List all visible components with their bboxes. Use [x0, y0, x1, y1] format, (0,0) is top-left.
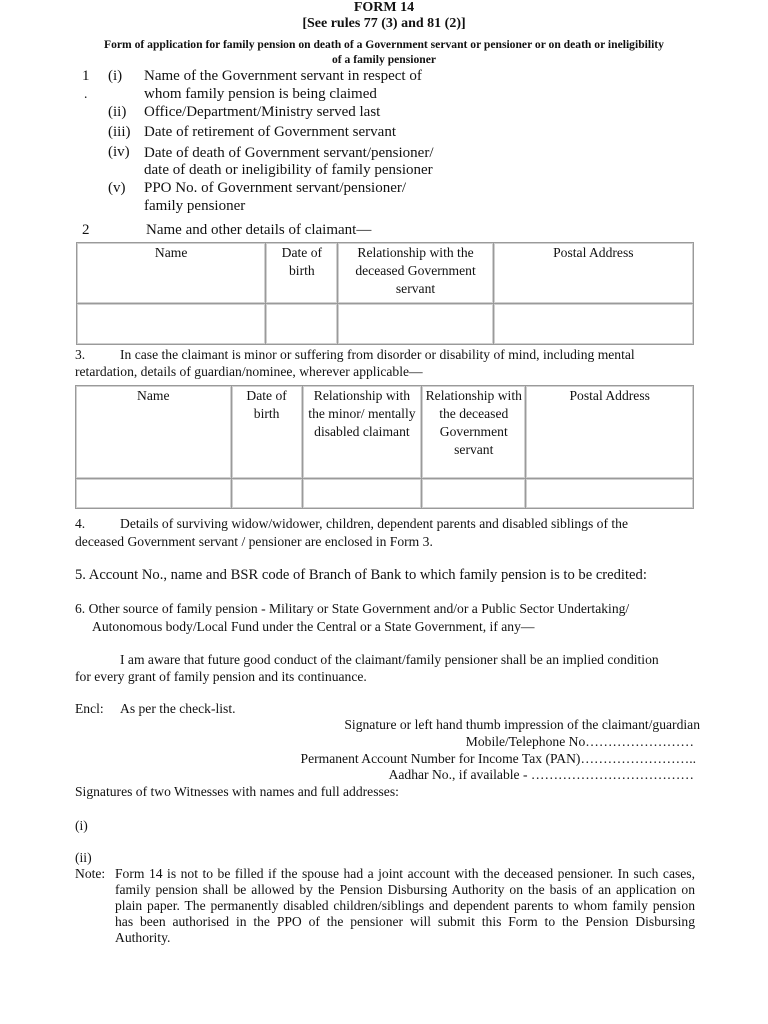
- item-4-number: 4.: [75, 516, 86, 531]
- enclosure-label: Encl:: [75, 701, 104, 716]
- item-1-roman-iii: (iii): [108, 124, 131, 140]
- declaration-line1: I am aware that future good conduct of the claimant/family pensioner shall be an implied condition: [120, 652, 659, 667]
- item-1-i-text-line2: whom family pension is being claimed: [144, 86, 377, 102]
- item-1-v-text-line2: family pensioner: [144, 198, 246, 214]
- guardian-col-relationship-deceased: Relationship with the deceased Government servant: [422, 386, 526, 479]
- declaration-line2: for every grant of family pension and its continuance.: [75, 669, 367, 684]
- claimant-col-postal-address: Postal Address: [493, 243, 693, 304]
- item-2-number: 2: [82, 222, 90, 238]
- note-text: Form 14 is not to be filled if the spouse had a joint account with the deceased pensioner. In such cases, family pension shall be allowed by the Pension Disbursing Authority on the basis of an application on plain paper. The permanently disabled children/siblings and dependent parents to whom family pension has been authorised in the PPO of the pensioner will submit this Form to the Pension Disbursing Authority.: [115, 866, 695, 945]
- guardian-col-dob: Date of birth: [231, 386, 302, 479]
- claimant-name-cell[interactable]: [77, 304, 266, 345]
- item-1-roman-i: (i): [108, 68, 123, 84]
- witnesses-label: Signatures of two Witnesses with names and full addresses:: [75, 784, 399, 799]
- pan-field: Permanent Account Number for Income Tax (PAN)……………………..: [300, 751, 696, 766]
- item-6-line2: Autonomous body/Local Fund under the Central or a State Government, if any—: [92, 619, 535, 634]
- item-3-line2: retardation, details of guardian/nominee, wherever applicable—: [75, 364, 423, 379]
- claimant-details-table: [76, 242, 694, 345]
- guardian-dob-cell[interactable]: [231, 479, 302, 509]
- item-1-v-text-line1: PPO No. of Government servant/pensioner/: [144, 180, 407, 196]
- form-number: FORM 14: [353, 0, 415, 15]
- witness-1: (i): [75, 818, 88, 833]
- guardian-relationship-minor-cell[interactable]: [302, 479, 421, 509]
- form-title-line2: of a family pensioner: [331, 53, 436, 66]
- claimant-col-dob: Date of birth: [266, 243, 338, 304]
- item-3-number: 3.: [75, 347, 86, 362]
- item-1-number: 1: [82, 68, 90, 84]
- aadhar-field: Aadhar No., if available - ………………………………: [388, 767, 694, 782]
- claimant-col-name: Name: [77, 243, 266, 304]
- claimant-table-header-row: [77, 243, 694, 304]
- note-label: Note:: [75, 866, 106, 881]
- claimant-relationship-cell[interactable]: [338, 304, 493, 345]
- item-1-roman-iv: (iv): [108, 144, 130, 160]
- item-1-dot: .: [84, 86, 88, 101]
- guardian-details-table: [75, 385, 694, 509]
- guardian-col-postal-address: Postal Address: [526, 386, 694, 479]
- form-title-line1: Form of application for family pension on death of a Government servant or pensioner or on death or ineligibility: [104, 38, 664, 51]
- guardian-relationship-deceased-cell[interactable]: [422, 479, 526, 509]
- guardian-col-relationship-minor: Relationship with the minor/ mentally disabled claimant: [302, 386, 421, 479]
- witness-2: (ii): [75, 850, 92, 865]
- item-1-ii-text: Office/Department/Ministry served last: [144, 104, 381, 120]
- claimant-dob-cell[interactable]: [266, 304, 338, 345]
- item-1-iv-text-line1: Date of death of Government servant/pensioner/: [144, 145, 434, 161]
- claimant-table-entry-row: [77, 304, 694, 345]
- guardian-table-header-row: [76, 386, 694, 479]
- item-2-label: Name and other details of claimant—: [146, 222, 372, 238]
- enclosure-text: As per the check-list.: [120, 701, 236, 716]
- item-1-iii-text: Date of retirement of Government servant: [144, 124, 396, 140]
- item-1-iv-text-line2: date of death or ineligibility of family pensioner: [144, 162, 433, 178]
- claimant-postal-address-cell[interactable]: [493, 304, 693, 345]
- item-1-roman-v: (v): [108, 180, 126, 196]
- item-6-line1: 6. Other source of family pension - Military or State Government and/or a Public Sector Undertaking/: [75, 601, 630, 616]
- item-4-line1: Details of surviving widow/widower, children, dependent parents and disabled siblings of the: [120, 516, 628, 531]
- guardian-table-entry-row: [76, 479, 694, 509]
- mobile-telephone-field: Mobile/Telephone No……………………: [465, 734, 694, 749]
- item-1-roman-ii: (ii): [108, 104, 127, 120]
- item-3-line1: In case the claimant is minor or suffering from disorder or disability of mind, including mental: [120, 347, 635, 362]
- guardian-name-cell[interactable]: [76, 479, 232, 509]
- item-5-text: 5. Account No., name and BSR code of Branch of Bank to which family pension is to be credited:: [75, 567, 647, 583]
- item-1-i-text-line1: Name of the Government servant in respect of: [144, 68, 422, 84]
- claimant-signature-label: Signature or left hand thumb impression of the claimant/guardian: [344, 717, 700, 732]
- guardian-col-name: Name: [76, 386, 232, 479]
- item-4-line2: deceased Government servant / pensioner are enclosed in Form 3.: [75, 534, 433, 549]
- claimant-col-relationship: Relationship with the deceased Government servant: [338, 243, 493, 304]
- form-rules: [See rules 77 (3) and 81 (2)]: [302, 16, 466, 31]
- guardian-postal-address-cell[interactable]: [526, 479, 694, 509]
